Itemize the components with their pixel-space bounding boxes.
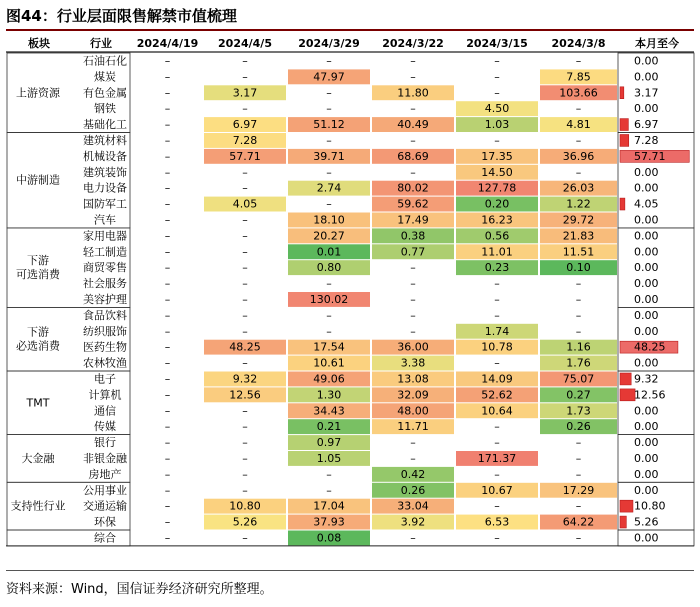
cell-value: 33.04 (397, 499, 429, 513)
cell-value: – (575, 277, 582, 291)
cell-value: – (575, 54, 582, 68)
industry-label: 社会服务 (83, 277, 127, 291)
cell-value: – (326, 133, 332, 147)
cell-value: – (410, 277, 416, 291)
source-note: 资料来源：Wind，国信证券经济研究所整理。 (6, 582, 273, 597)
cell-value: 11.01 (481, 245, 513, 259)
cell-value: – (326, 86, 332, 100)
cell-value: – (164, 436, 171, 450)
cell-value: – (494, 277, 500, 291)
mtd-value: 0.00 (634, 213, 659, 227)
industry-label: 有色金属 (83, 86, 127, 100)
cell-value: 14.09 (481, 372, 513, 386)
cell-value: 48.25 (229, 340, 261, 354)
cell-value: 1.30 (316, 388, 342, 402)
cell-value: 48.00 (397, 404, 429, 418)
cell-value: 1.05 (316, 451, 342, 465)
cell-value: – (164, 483, 171, 497)
mtd-value: 0.00 (634, 308, 659, 322)
cell-value: 10.64 (481, 404, 513, 418)
cell-value: 47.97 (313, 70, 345, 84)
cell-value: 130.02 (309, 292, 349, 306)
mtd-value: 0.00 (634, 102, 659, 116)
mtd-value: 0.00 (634, 165, 659, 179)
cell-value: 1.73 (566, 404, 591, 418)
cell-value: – (242, 467, 248, 481)
cell-value: – (575, 499, 582, 513)
cell-value: – (164, 308, 171, 322)
cell-value: – (164, 118, 171, 132)
sector-label: 中游制造 (16, 173, 60, 187)
column-header: 2024/3/29 (298, 37, 360, 50)
industry-label: 建筑材料 (83, 133, 127, 147)
industry-label: 计算机 (88, 388, 122, 402)
cell-value: 52.62 (481, 388, 513, 402)
cell-value: 36.00 (397, 340, 429, 354)
cell-value: – (164, 86, 171, 100)
mtd-value: 0.00 (634, 229, 659, 243)
cell-value: – (575, 451, 582, 465)
mtd-value: 0.00 (634, 420, 659, 434)
cell-value: – (242, 165, 248, 179)
cell-value: – (164, 229, 171, 243)
cell-value: – (494, 356, 500, 370)
cell-value: – (575, 467, 582, 481)
cell-value: – (326, 277, 332, 291)
industry-label: 钢铁 (94, 102, 116, 116)
cell-value: 75.07 (562, 372, 595, 386)
column-header: 2024/3/8 (551, 37, 606, 50)
cell-value: – (164, 372, 171, 386)
industry-label: 电子 (94, 372, 116, 386)
cell-value: 1.76 (566, 356, 591, 370)
cell-value: – (164, 181, 171, 195)
column-header: 2024/4/5 (218, 37, 272, 50)
cell-value: – (494, 133, 500, 147)
cell-value: 0.08 (316, 531, 342, 545)
cell-value: – (164, 277, 171, 291)
industry-label: 基础化工 (83, 118, 127, 132)
cell-value: – (494, 70, 500, 84)
cell-value: – (326, 165, 332, 179)
cell-value: 40.49 (397, 118, 429, 132)
cell-value: – (164, 102, 171, 116)
cell-value: – (164, 499, 171, 513)
cell-value: – (242, 451, 248, 465)
industry-label: 食品饮料 (83, 308, 127, 322)
cell-value: – (326, 467, 332, 481)
mtd-bar (620, 135, 629, 147)
cell-value: 20.27 (313, 229, 345, 243)
cell-value: 13.08 (397, 372, 429, 386)
cell-value: 7.85 (566, 70, 591, 84)
sector-label: 大金融 (21, 451, 55, 465)
cell-value: – (242, 324, 248, 338)
industry-label: 轻工制造 (83, 245, 127, 259)
cell-value: 64.22 (562, 515, 595, 529)
cell-value: – (164, 340, 171, 354)
cell-value: 10.78 (481, 340, 513, 354)
cell-value: 127.78 (477, 181, 517, 195)
cell-value: – (326, 324, 332, 338)
cell-value: 4.05 (232, 197, 258, 211)
cell-value: 4.81 (566, 118, 591, 132)
cell-value: 18.10 (313, 213, 345, 227)
cell-value: – (242, 181, 248, 195)
cell-value: 59.62 (397, 197, 429, 211)
cell-value: – (326, 54, 332, 68)
cell-value: – (326, 308, 332, 322)
cell-value: – (242, 245, 248, 259)
industry-label: 美容护理 (83, 292, 127, 306)
cell-value: 7.28 (232, 133, 258, 147)
industry-label: 商贸零售 (83, 261, 127, 275)
cell-value: – (164, 70, 171, 84)
cell-value: – (575, 531, 582, 545)
cell-value: – (410, 54, 416, 68)
cell-value: – (494, 436, 500, 450)
mtd-bar (620, 198, 625, 210)
cell-value: 0.80 (316, 261, 342, 275)
mtd-value: 4.05 (634, 197, 659, 211)
cell-value: 0.26 (566, 420, 591, 434)
cell-value: 6.53 (484, 515, 510, 529)
cell-value: – (494, 308, 500, 322)
cell-value: 34.43 (313, 404, 345, 418)
cell-value: – (164, 324, 171, 338)
cell-value: 17.35 (481, 149, 513, 163)
cell-value: 49.06 (313, 372, 345, 386)
cell-value: – (326, 102, 332, 116)
cell-value: 4.50 (484, 102, 510, 116)
industry-label: 房地产 (88, 467, 122, 481)
cell-value: 3.38 (400, 356, 426, 370)
cell-value: 3.92 (400, 515, 426, 529)
cell-value: 26.03 (562, 181, 595, 195)
cell-value: 51.12 (313, 118, 345, 132)
cell-value: – (242, 229, 248, 243)
mtd-bar (620, 87, 624, 99)
mtd-value: 9.32 (634, 372, 659, 386)
cell-value: 5.26 (232, 515, 258, 529)
cell-value: 0.77 (400, 245, 426, 259)
cell-value: 0.21 (316, 420, 342, 434)
cell-value: – (494, 531, 500, 545)
mtd-bar (620, 373, 631, 385)
cell-value: 0.97 (316, 436, 342, 450)
sector-label: 下游 (27, 254, 49, 268)
cell-value: – (164, 451, 171, 465)
industry-label: 石油石化 (83, 54, 127, 68)
cell-value: – (575, 292, 582, 306)
cell-value: – (242, 102, 248, 116)
industry-label: 建筑装饰 (83, 165, 127, 179)
cell-value: 1.16 (566, 340, 591, 354)
cell-value: 0.10 (566, 261, 591, 275)
mtd-bar (620, 500, 633, 512)
industry-label: 机械设备 (83, 149, 127, 163)
cell-value: – (326, 197, 332, 211)
cell-value: 17.54 (313, 340, 345, 354)
cell-value: 80.02 (397, 181, 429, 195)
cell-value: 21.83 (562, 229, 595, 243)
cell-value: 1.74 (484, 324, 510, 338)
cell-value: – (164, 404, 171, 418)
cell-value: – (410, 70, 416, 84)
cell-value: 11.51 (562, 245, 595, 259)
cell-value: – (164, 213, 171, 227)
cell-value: – (242, 277, 248, 291)
column-header: 2024/3/22 (382, 37, 444, 50)
cell-value: 37.93 (313, 515, 345, 529)
cell-value: – (164, 515, 171, 529)
cell-value: – (242, 292, 248, 306)
industry-label: 国防军工 (83, 197, 127, 211)
cell-value: 17.04 (313, 499, 345, 513)
industry-label: 银行 (94, 436, 116, 450)
cell-value: – (494, 86, 500, 100)
cell-value: – (242, 54, 248, 68)
mtd-value: 5.26 (634, 515, 659, 529)
cell-value: – (242, 213, 248, 227)
mtd-value: 3.17 (634, 86, 659, 100)
mtd-value: 0.00 (634, 467, 659, 481)
industry-label: 综合 (94, 531, 116, 545)
mtd-value: 10.80 (634, 499, 666, 513)
cell-value: 0.56 (484, 229, 510, 243)
cell-value: 2.74 (316, 181, 342, 195)
column-header: 2024/4/19 (136, 37, 199, 50)
cell-value: – (164, 245, 171, 259)
cell-value: – (410, 451, 416, 465)
mtd-value: 7.28 (634, 133, 659, 147)
cell-value: – (410, 133, 416, 147)
cell-value: 32.09 (397, 388, 429, 402)
industry-label: 家用电器 (83, 229, 127, 243)
mtd-value: 0.00 (634, 483, 659, 497)
mtd-bar (620, 389, 635, 401)
cell-value: – (164, 388, 171, 402)
cell-value: 39.71 (313, 149, 345, 163)
cell-value: – (242, 404, 248, 418)
cell-value: – (494, 54, 500, 68)
cell-value: 1.22 (566, 197, 591, 211)
mtd-value: 0.00 (634, 261, 659, 275)
cell-value: – (575, 165, 582, 179)
cell-value: – (326, 483, 332, 497)
industry-label: 汽车 (94, 213, 116, 227)
cell-value: – (242, 261, 248, 275)
column-header: 板块 (28, 37, 50, 50)
mtd-value: 0.00 (634, 277, 659, 291)
cell-value: 12.56 (229, 388, 261, 402)
mtd-value: 0.00 (634, 531, 659, 545)
cell-value: 14.50 (481, 165, 513, 179)
mtd-value: 0.00 (634, 70, 659, 84)
cell-value: – (575, 102, 582, 116)
cell-value: – (575, 324, 582, 338)
mtd-value: 0.00 (634, 451, 659, 465)
cell-value: 6.97 (232, 118, 258, 132)
cell-value: – (164, 356, 171, 370)
cell-value: – (164, 292, 171, 306)
cell-value: – (242, 436, 248, 450)
cell-value: – (575, 133, 582, 147)
mtd-value: 48.25 (634, 340, 666, 354)
cell-value: – (164, 197, 171, 211)
cell-value: 3.17 (232, 86, 258, 100)
mtd-value: 0.00 (634, 181, 659, 195)
cell-value: 0.27 (566, 388, 591, 402)
cell-value: – (164, 165, 171, 179)
mtd-value: 0.00 (634, 292, 659, 306)
cell-value: – (164, 420, 171, 434)
cell-value: – (494, 292, 500, 306)
cell-value: – (494, 499, 500, 513)
industry-label: 通信 (94, 404, 116, 418)
mtd-value: 0.00 (634, 54, 659, 68)
cell-value: – (410, 165, 416, 179)
cell-value: – (164, 531, 171, 545)
cell-value: – (410, 324, 416, 338)
cell-value: 0.38 (400, 229, 426, 243)
cell-value: – (494, 420, 500, 434)
cell-value: 0.01 (316, 245, 342, 259)
cell-value: – (164, 54, 171, 68)
cell-value: – (575, 308, 582, 322)
cell-value: – (164, 261, 171, 275)
cell-value: 68.69 (397, 149, 429, 163)
cell-value: 103.66 (559, 86, 598, 100)
sector-label: 支持性行业 (10, 499, 66, 513)
cell-value: – (242, 356, 248, 370)
industry-label: 纺织服饰 (83, 324, 127, 338)
cell-value: – (242, 420, 248, 434)
cell-value: 10.80 (229, 499, 261, 513)
sector-label: 必选消费 (16, 339, 60, 353)
bottom-rule (6, 570, 694, 571)
mtd-bar (620, 119, 628, 131)
cell-value: 57.71 (229, 149, 261, 163)
cell-value: 16.23 (481, 213, 513, 227)
sector-label: TMT (26, 396, 50, 410)
cell-value: – (410, 308, 416, 322)
sector-label: 下游 (27, 325, 49, 339)
mtd-value: 0.00 (634, 404, 659, 418)
column-header: 行业 (90, 37, 112, 50)
figure-title: 图44：行业层面限售解禁市值梳理 (6, 7, 237, 25)
column-header: 2024/3/15 (466, 37, 528, 50)
mtd-value: 12.56 (634, 388, 666, 402)
mtd-value: 6.97 (634, 118, 659, 132)
cell-value: 11.80 (397, 86, 429, 100)
cell-value: 11.71 (397, 420, 429, 434)
industry-label: 交通运输 (83, 499, 127, 513)
cell-value: – (410, 261, 416, 275)
industry-label: 非银金融 (83, 451, 127, 465)
cell-value: 171.37 (477, 451, 517, 465)
industry-label: 煤炭 (94, 70, 116, 84)
industry-label: 医药生物 (83, 340, 127, 354)
cell-value: – (164, 149, 171, 163)
cell-value: 1.03 (484, 118, 510, 132)
industry-label: 农林牧渔 (83, 356, 127, 370)
cell-value: – (575, 436, 582, 450)
industry-label: 电力设备 (83, 181, 127, 195)
mtd-value: 0.00 (634, 324, 659, 338)
cell-value: 10.67 (481, 483, 513, 497)
mtd-bar (620, 516, 626, 528)
cell-value: 9.32 (232, 372, 258, 386)
cell-value: – (164, 467, 171, 481)
cell-value: 0.26 (400, 483, 426, 497)
cell-value: 17.49 (397, 213, 429, 227)
industry-label: 环保 (94, 515, 116, 529)
mtd-value: 0.00 (634, 436, 659, 450)
cell-value: – (410, 102, 416, 116)
mtd-value: 0.00 (634, 245, 659, 259)
cell-value: 36.96 (562, 149, 595, 163)
cell-value: 0.23 (484, 261, 510, 275)
cell-value: – (242, 308, 248, 322)
column-header: 本月至今 (635, 37, 679, 50)
sector-label: 可选消费 (16, 268, 60, 282)
cell-value: 10.61 (313, 356, 345, 370)
sector-label: 上游资源 (16, 86, 60, 100)
industry-label: 公用事业 (83, 483, 127, 497)
cell-value: – (410, 436, 416, 450)
mtd-value: 57.71 (634, 149, 666, 163)
industry-label: 传媒 (94, 420, 116, 434)
cell-value: – (242, 70, 248, 84)
cell-value: 0.42 (400, 467, 426, 481)
cell-value: – (410, 292, 416, 306)
cell-value: 0.20 (484, 197, 510, 211)
mtd-value: 0.00 (634, 356, 659, 370)
cell-value: – (494, 467, 500, 481)
cell-value: – (410, 531, 416, 545)
cell-value: 29.72 (562, 213, 595, 227)
cell-value: 17.29 (562, 483, 595, 497)
cell-value: – (242, 531, 248, 545)
cell-value: – (164, 133, 171, 147)
cell-value: – (242, 483, 248, 497)
